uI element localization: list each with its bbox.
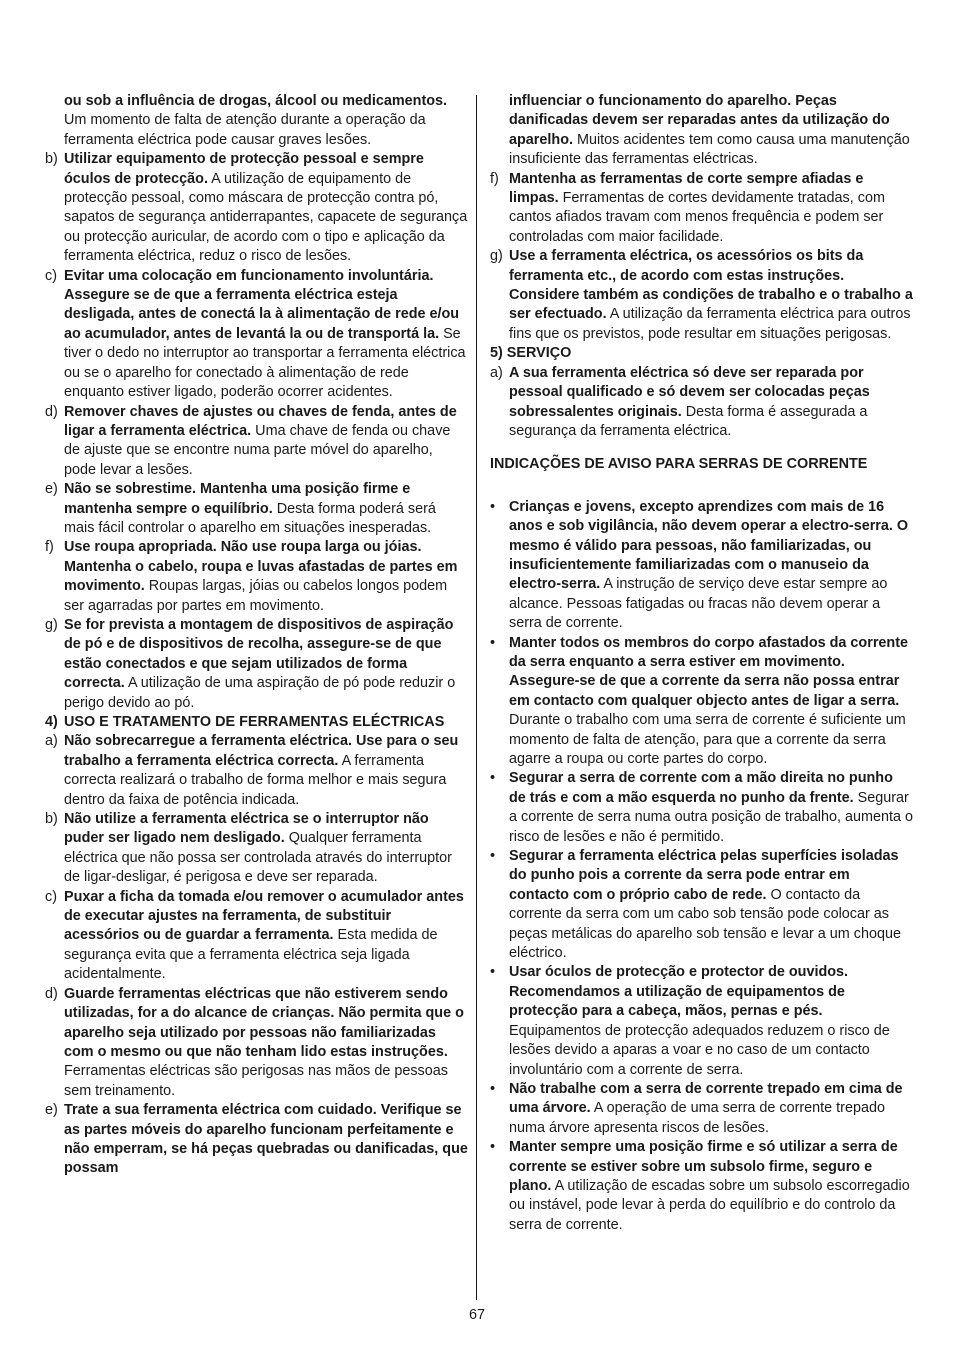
bullet-item-text: O contacto da corrente da serra com um cabo sob tensão pode colocar as peças metálicas do aparelho sob tensão e levar a um choque eléctrico.: [509, 886, 901, 962]
list-item-text: A utilização da ferramenta eléctrica para outros fins que os previstos, pode resultar em situações perigosas.: [509, 306, 911, 342]
bullet-item: [490, 847, 913, 963]
bullet-item-text: A operação de uma serra de corrente trepado numa árvore apresenta riscos de lesões.: [509, 1100, 885, 1136]
right-bullets: [490, 498, 913, 1235]
left-items-a: [45, 150, 468, 713]
bullet-item: [490, 769, 913, 847]
bullet-item-text: Equipamentos de protecção adequados reduzem o risco de lesões devido a aparas a voar e no caso de um contacto involuntário com a corrente de serra.: [509, 1022, 890, 1078]
list-item-marker: b): [45, 811, 58, 828]
list-item-text: A utilização de uma aspiração de pó pode reduzir o perigo devido ao pó.: [64, 675, 456, 711]
list-item-marker: a): [45, 733, 58, 750]
list-item-marker: d): [45, 985, 58, 1002]
list-item-marker: e): [45, 481, 58, 498]
bullet-item-bold-text: Usar óculos de protecção e protector de ouvidos. Recomendamos a utilização de equipamentos de protecção para a cabeça, mãos, pernas e pés.: [509, 964, 849, 1020]
list-item-marker: d): [45, 403, 58, 420]
bullet-item-text: A utilização de escadas sobre um subsolo escorregadio ou instável, pode levar à perda do equilíbrio e do controlo da serra de corrente.: [509, 1177, 910, 1233]
list-item-text: Ferramentas de cortes devidamente tratadas, com cantos afiados travam com menos frequência e podem ser controladas com maior facilidade.: [509, 190, 885, 245]
list-item-bold-text: Utilizar equipamento de protecção pessoal e sempre óculos de protecção.: [64, 151, 424, 187]
list-item-bold-text: Guarde ferramentas eléctricas que não estiverem sendo utilizadas, for a do alcance de crianças. Não permita que o aparelho seja utilizado por pessoas não familiarizadas com o mesmo ou que não tenham lido estas instruções.: [64, 985, 464, 1060]
left-continuation: ou sob a influência de drogas, álcool ou medicamentos. Um momento de falta de atenção durante a operação da ferramenta eléctrica pode causar graves lesões.: [64, 93, 448, 148]
bullet-item-marker: •: [490, 634, 496, 651]
bullet-item-marker: •: [490, 848, 496, 865]
list-item-text: Roupas largas, jóias ou cabelos longos podem ser agarradas por partes em movimento.: [64, 578, 448, 614]
list-item-marker: g): [45, 616, 58, 633]
bullet-item-text: A instrução de serviço deve estar sempre ao alcance. Pessoas fatigadas ou fracas não devem operar a serra de corrente.: [509, 576, 888, 632]
bullet-item: [490, 1080, 913, 1138]
heading-5: 5) SERVIÇO: [490, 345, 572, 362]
list-item-bold-text: Não sobrecarregue a ferramenta eléctrica. Use para o seu trabalho a ferramenta eléctrica correcta.: [64, 733, 459, 769]
list-item-marker: g): [490, 248, 503, 265]
list-item-bold-text: Puxar a ficha da tomada e/ou remover o acumulador antes de executar ajustes na ferramenta, de substituir acessórios ou de guardar a ferramenta.: [64, 888, 464, 944]
list-item: [45, 150, 468, 266]
bullet-item-text: Durante o trabalho com uma serra de corrente é suficiente um momento de falta de atenção, para que a corrente da serra agarre a roupa ou corte partes do corpo.: [509, 712, 906, 767]
list-item: [45, 1101, 468, 1179]
bullet-item: [490, 498, 913, 634]
list-item: [45, 538, 468, 616]
list-item-bold-text: Não utilize a ferramenta eléctrica se o interruptor não puder ser ligado nem desligado.: [64, 811, 429, 847]
bullet-item-bold-text: Crianças e jovens, excepto aprendizes com mais de 16 anos e sob vigilância, não devem operar a electro-serra. O mesmo é válido para pessoas, não familiarizadas, ou insuficientemente familiarizadas com o manuseio da electro-serra.: [509, 498, 909, 593]
list-item-bold-text: A sua ferramenta eléctrica só deve ser reparada por pessoal qualificado e só devem ser colocadas peças sobressalentes originais.: [509, 364, 870, 420]
list-item: [45, 810, 468, 888]
list-item: [45, 403, 468, 481]
list-item: [45, 732, 468, 810]
list-item: [45, 480, 468, 538]
left-column: [45, 92, 468, 1179]
list-item: [45, 888, 468, 985]
list-item: [45, 985, 468, 1101]
bullet-item-bold-text: Segurar a ferramenta eléctrica pelas superfícies isoladas do punho pois a corrente da serra pode entrar em contacto com o próprio cabo de rede.: [509, 848, 899, 903]
section-title: INDICAÇÕES DE AVISO PARA SERRAS DE CORRENTE: [490, 456, 868, 473]
bullet-item-marker: •: [490, 498, 496, 515]
list-item: [490, 364, 913, 442]
bullet-item-text: Segurar a corrente de serra numa outra posição de trabalho, aumenta o risco de lesões e não é permitido.: [509, 789, 913, 845]
list-item-text: Se tiver o dedo no interruptor ao transportar a ferramenta eléctrica ou se o aparelho for conectado à alimentação de rede enquanto estiver ligado, poderão ocorrer acidentes.: [64, 325, 466, 401]
bullet-item-bold-text: Não trabalhe com a serra de corrente trepado em cima de uma árvore.: [509, 1080, 903, 1117]
list-item-text: Esta medida de segurança evita que a ferramenta eléctrica seja ligada acidentalmente.: [64, 927, 438, 983]
list-item-bold-text: Mantenha as ferramentas de corte sempre afiadas e limpas.: [509, 170, 864, 207]
list-item-bold-text: Evitar uma colocação em funcionamento involuntária. Assegure se de que a ferramenta eléctrica esteja desligada, antes de conectá la à alimentação de rede e/ou ao acumulador, antes de levantá la ou de transportá la.: [64, 267, 460, 342]
list-item: [490, 170, 913, 248]
bullet-item-marker: •: [490, 1080, 496, 1097]
list-item-bold-text: Remover chaves de ajustes ou chaves de fenda, antes de ligar a ferramenta eléctrica.: [64, 403, 457, 439]
list-item-text: A ferramenta correcta realizará o trabalho de forma melhor e mais segura dentro da faixa de potência indicada.: [64, 752, 447, 808]
list-item-marker: f): [45, 539, 54, 556]
right-continuation: influenciar o funcionamento do aparelho. Peças danificadas devem ser reparadas antes da utilização do aparelho. Muitos acidentes tem como causa uma manutenção insuficiente das ferramentas eléctricas.: [509, 93, 910, 168]
list-item-text: Desta forma poderá será mais fácil controlar o aparelho em situações inesperadas.: [64, 500, 436, 536]
list-item-bold-text: Use roupa apropriada. Não use roupa larga ou jóias. Mantenha o cabelo, roupa e luvas afastadas de partes em movimento.: [64, 539, 458, 595]
list-item-bold-text: Se for prevista a montagem de dispositivos de aspiração de pó e de dispositivos de recolha, assegure-se de que estão conectados e que sejam utilizados de forma correcta.: [64, 616, 454, 692]
list-item: [490, 247, 913, 344]
bullet-item-bold-text: Manter sempre uma posição firme e só utilizar a serra de corrente se estiver sobre um subsolo firme, seguro e plano.: [509, 1139, 898, 1194]
bullet-item-marker: •: [490, 770, 496, 787]
bullet-item-bold-text: Manter todos os membros do corpo afastados da corrente da serra enquanto a serra estiver em movimento. Assegure-se de que a corrente da serra não possa entrar em contacto com qualquer objecto antes de ligar a serra.: [509, 634, 909, 709]
bullet-item: [490, 963, 913, 1079]
bullet-item: [490, 634, 913, 770]
list-item-text: Qualquer ferramenta eléctrica que não possa ser controlada através do interruptor de ligar-desligar, é perigosa e deve ser reparada.: [64, 830, 452, 886]
list-item-bold-text: Trate a sua ferramenta eléctrica com cuidado. Verifique se as partes móveis do aparelho funcionam perfeitamente e não emperram, se há peças quebradas ou danificadas, que possam: [64, 1102, 468, 1177]
list-item-text: A utilização de equipamento de protecção pessoal, como máscara de protecção contra pó, sapatos de segurança antiderrapantes, capacete de segurança ou protecção auricular, de acordo com o tipo e aplicação da ferramenta eléctrica, reduz o risco de lesões.: [64, 170, 468, 265]
list-item: [45, 616, 468, 713]
bullet-item-marker: •: [490, 1139, 496, 1156]
list-item-text: Desta forma é assegurada a segurança da ferramenta eléctrica.: [509, 403, 868, 439]
bullet-item-marker: •: [490, 964, 496, 981]
list-item-marker: e): [45, 1102, 58, 1119]
list-item-bold-text: Não se sobrestime. Mantenha uma posição firme e mantenha sempre o equilíbrio.: [64, 481, 411, 517]
list-item-marker: c): [45, 267, 57, 284]
list-item-text: Ferramentas eléctricas são perigosas nas mãos de pessoas sem treinamento.: [64, 1063, 448, 1099]
right-items-b: [490, 364, 913, 442]
page-number: 67: [468, 1307, 485, 1323]
list-item-marker: c): [45, 888, 57, 905]
right-items-a: [490, 170, 913, 345]
right-column: [490, 92, 913, 1235]
bullet-item-bold-text: Segurar a serra de corrente com a mão direita no punho de trás e com a mão esquerda no punho da frente.: [509, 770, 893, 806]
list-item-marker: b): [45, 151, 58, 168]
list-item-marker: f): [490, 170, 499, 187]
list-item-text: Uma chave de fenda ou chave de ajuste que se encontre numa parte móvel do aparelho, pode levar a lesões.: [64, 422, 451, 478]
column-divider: [476, 95, 477, 1300]
list-item-marker: a): [490, 364, 503, 381]
list-item: [45, 267, 468, 403]
list-item-bold-text: Use a ferramenta eléctrica, os acessórios os bits da ferramenta etc., de acordo com estas instruções. Considere também as condições de trabalho e o trabalho a ser efectuado.: [509, 248, 913, 323]
heading-4: 4) USO E TRATAMENTO DE FERRAMENTAS ELÉCTRICAS: [45, 714, 445, 730]
bullet-item: [490, 1138, 913, 1235]
left-items-b: [45, 732, 468, 1178]
